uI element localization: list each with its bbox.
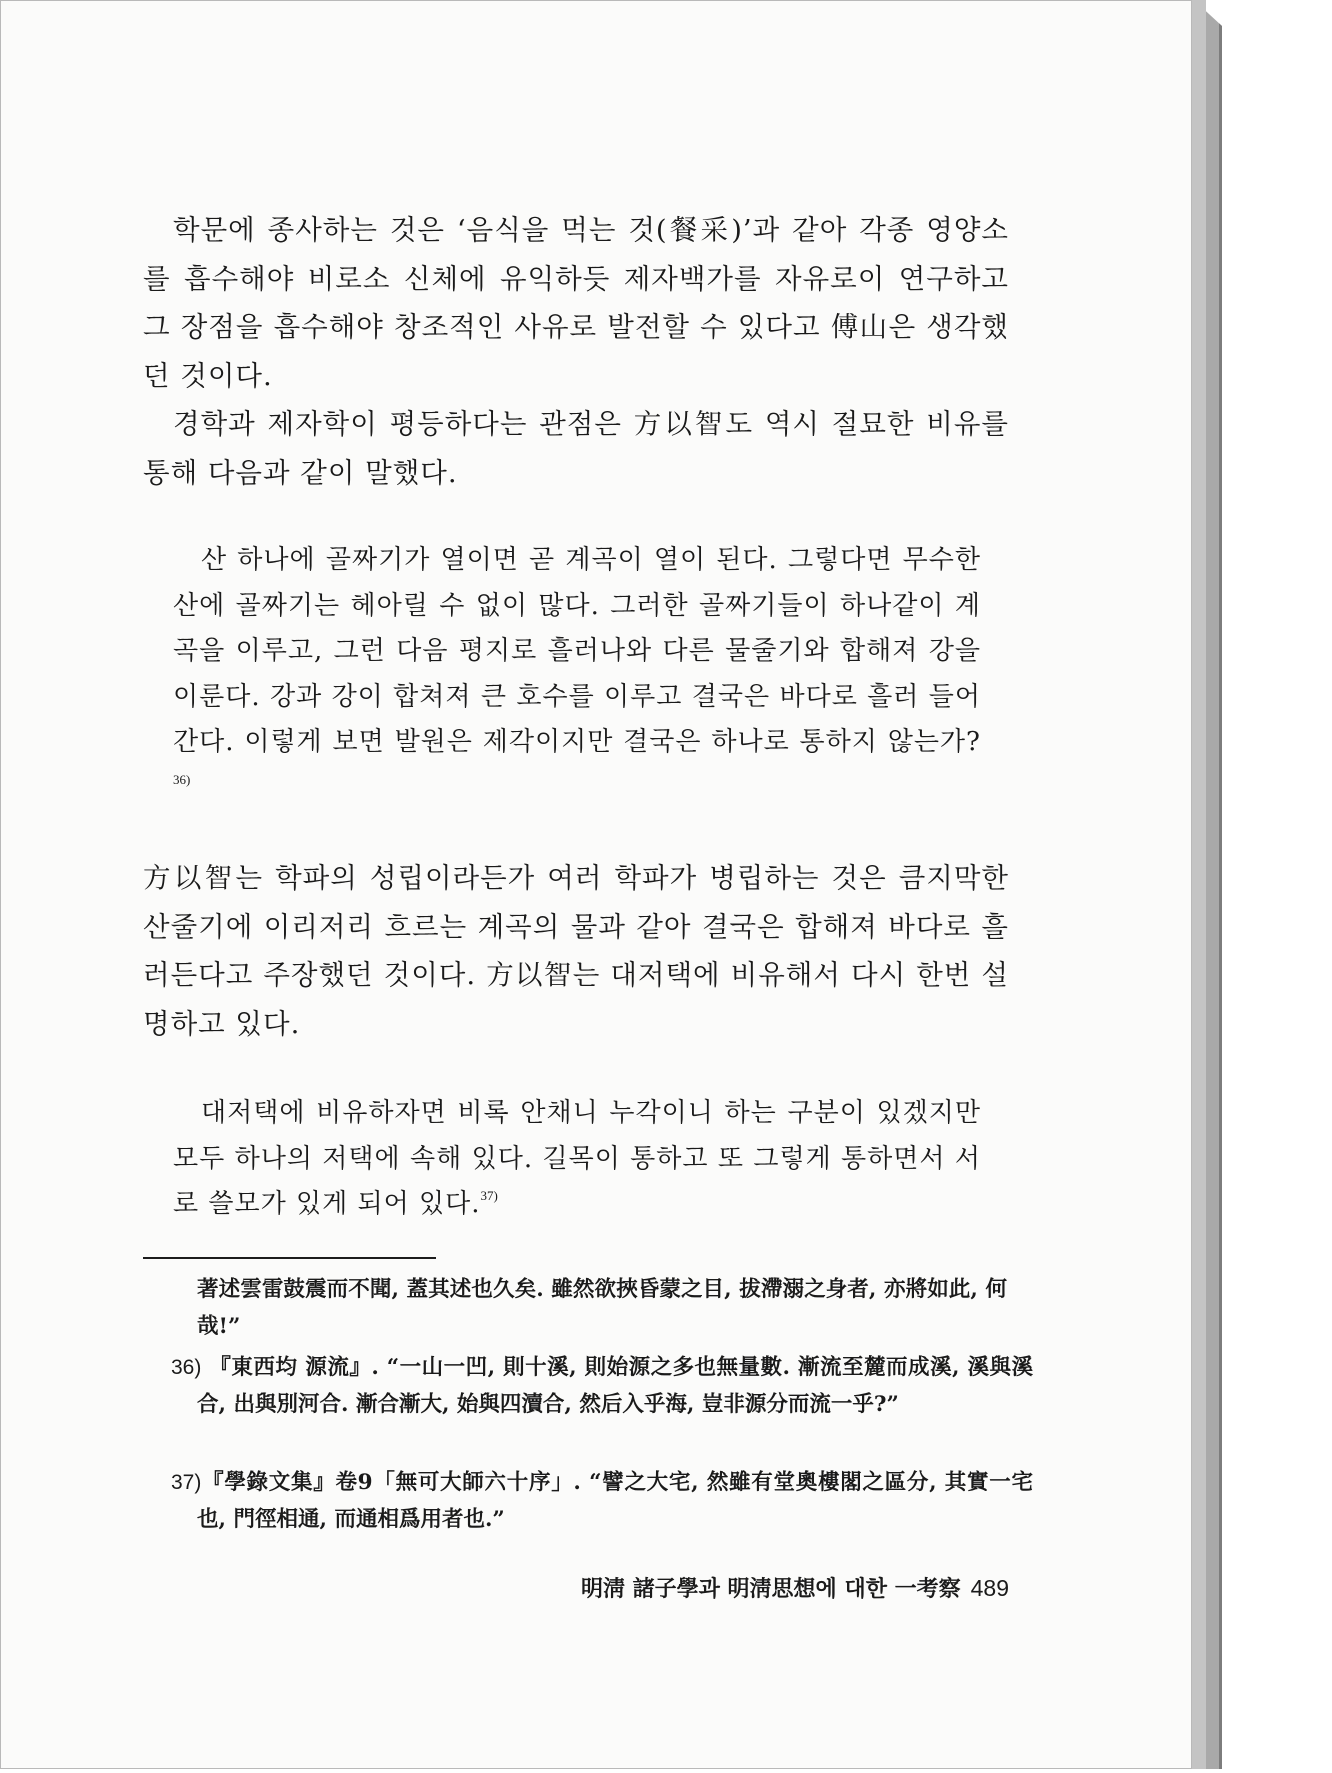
paragraph-text: 方以智는 학파의 성립이라든가 여러 학파가 병립하는 것은 큼지막한 산줄기에 이리저리 흐르는 계곡의 물과 같아 결국은 합해져 바다로 흘러든다고 주장했던 것이다. 方以智는 대저택에 비유해서 다시 한번 설명하고 있다. bbox=[143, 862, 1009, 1040]
body-paragraph bbox=[143, 400, 1009, 497]
running-footer bbox=[501, 1572, 1009, 1603]
body-paragraph bbox=[143, 206, 1009, 400]
footnote-divider bbox=[143, 1257, 436, 1259]
footnote-continued: 著述雲雷鼓震而不聞, 蓋其述也久矣. 雖然欲挾昏蒙之目, 拔滯溺之身者, 亦將如此, 何哉!” bbox=[197, 1277, 1007, 1339]
quote-text: 대저택에 비유하자면 비록 안채니 누각이니 하는 구분이 있겠지만 모두 하나의 저택에 속해 있다. 길목이 통하고 또 그렇게 통하면서 서로 쓸모가 있게 되어 있다. bbox=[173, 1098, 981, 1219]
page-number: 489 bbox=[970, 1575, 1009, 1601]
footnote-reference: 37) bbox=[480, 1188, 498, 1203]
footnote-item bbox=[171, 1349, 1033, 1423]
footnote-item bbox=[171, 1464, 1033, 1538]
page-edge-highlight bbox=[1192, 0, 1206, 1769]
footnote-number: 37) bbox=[171, 1471, 202, 1494]
body-paragraph bbox=[143, 854, 1009, 1048]
block-quote bbox=[173, 1091, 981, 1228]
footnote-reference: 36) bbox=[173, 771, 191, 787]
footnote-text: 『東西均 源流』. “一山一凹, 則十溪, 則始源之多也無量數. 漸流至麓而成溪, 溪與溪合, 出與別河合. 漸合漸大, 始與四瀆合, 然后入乎海, 豈非源分而流一乎?” bbox=[197, 1355, 1033, 1417]
running-title: 明淸 諸子學과 明淸思想에 대한 一考察 bbox=[580, 1576, 961, 1602]
block-quote bbox=[173, 538, 981, 811]
footnote-number: 36) bbox=[171, 1356, 202, 1379]
footnote-text: 『學錄文集』卷9「無可大師六十序」. “譬之大宅, 然雖有堂奧樓閣之區分, 其實一宅也, 門徑相通, 而通相爲用者也.” bbox=[197, 1470, 1033, 1532]
paragraph-text: 경학과 제자학이 평등하다는 관점은 方以智도 역시 절묘한 비유를 통해 다음과 같이 말했다. bbox=[143, 408, 1009, 489]
quote-text: 산 하나에 골짜기가 열이면 곧 계곡이 열이 된다. 그렇다면 무수한 산에 골짜기는 헤아릴 수 없이 많다. 그러한 골짜기들이 하나같이 계곡을 이루고, 그런 다음 평지로 흘러나와 다른 물줄기와 합해져 강을 이룬다. 강과 강이 합쳐져 큰 호수를 이루고 결국은 바다로 흘러 들어간다. 이렇게 보면 발원은 제각이지만 결국은 하나로 통하지 않는가? bbox=[173, 545, 981, 757]
paragraph-text: 학문에 종사하는 것은 ‘음식을 먹는 것(餐采)’과 같아 각종 영양소를 흡수해야 비로소 신체에 유익하듯 제자백가를 자유로이 연구하고 그 장점을 흡수해야 창조적인 사유로 발전할 수 있다고 傅山은 생각했던 것이다. bbox=[143, 214, 1009, 392]
